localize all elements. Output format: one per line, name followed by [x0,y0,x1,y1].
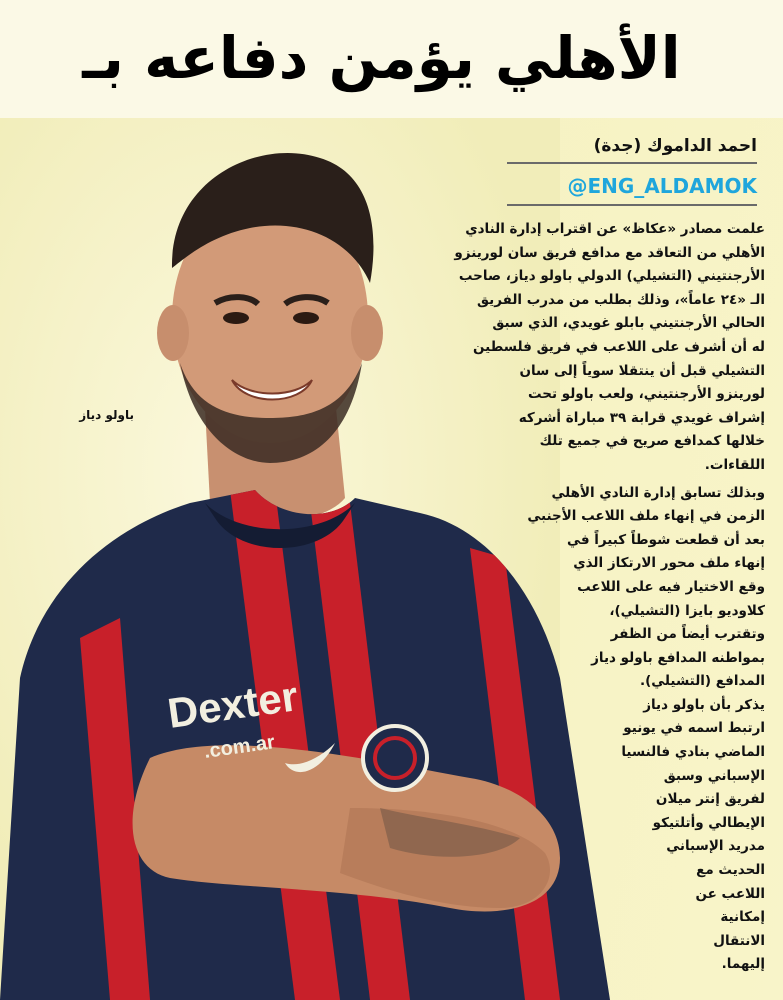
article-line: يذكر بأن باولو دياز [643,696,765,713]
article-line: لورينزو الأرجنتيني، ولعب باولو تحت [527,386,765,403]
article-line: الحديث مع [696,862,765,879]
headline-band [0,0,783,118]
article-line: إنهاء ملف محور الارتكاز الذي [573,555,765,572]
article-line: بعد أن قطعت شوطاً كبيراً في [567,531,765,548]
article-line: له أن أشرف على اللاعب في فريق فلسطين [472,338,765,355]
article-line: إليهما. [721,956,765,973]
article-line: الحالي الأرجنتيني بابلو غويدي، الذي سبق [492,315,765,332]
photo-caption: باولو دياز [79,408,134,422]
article-line: الأهلي من التعاقد مع مدافع فريق سان لورينزو [454,244,765,261]
article-line: كلاوديو بايزا (التشيلي)، [609,602,765,619]
article-line: وقع الاختيار فيه على اللاعب [577,578,765,595]
headline: الأهلي يؤمن دفاعه بـ [82,24,681,92]
article-line: اللقاءات. [704,456,765,473]
twitter-handle: @ENG_ALDAMOK [567,174,757,198]
article-body [415,218,765,977]
article-line: بمواطنه المدافع باولو دياز [591,649,765,666]
article-line: مدريد الإسباني [666,838,765,855]
article-line: الأرجنتيني (التشيلي) الدولي باولو دياز، صاحب [458,268,765,285]
jersey-sponsor-sub: .com.ar [202,731,277,763]
article-line: الإسباني وسبق [663,767,765,784]
byline: احمد الداموك (جدة) [507,136,757,164]
article-line: الماضي بنادي فالنسيا [621,744,765,761]
article-line: لفريق إنتر ميلان [655,791,765,808]
article-line: اللاعب عن [695,885,765,902]
jersey-sponsor: Dexter [164,672,301,737]
article-line: الزمن في إنهاء ملف اللاعب الأجنبي [527,508,765,525]
article-page [0,118,783,1000]
article-line: الإيطالي وأتلتيكو [652,814,765,831]
article-line: خلالها كمدافع صريح في جميع تلك [539,433,765,450]
article-line: إمكانية [720,909,765,926]
article-line: ارتبط اسمه في يونيو [623,720,765,737]
article-line: وتقترب أيضاً من الظفر [610,626,765,643]
article-line: علمت مصادر «عكاظ» عن اقتراب إدارة النادي [465,221,765,237]
article-line: الانتقال [713,932,765,949]
article-line: المدافع (التشيلي). [639,673,765,690]
article-line: الـ «٢٤ عاماً»، وذلك بطلب من مدرب الفريق [476,291,765,308]
article-line: وبذلك تسابق إدارة النادي الأهلي [551,484,765,501]
handle-divider [507,204,757,206]
article-line: التشيلي قبل أن ينتقلا سوياً إلى سان [519,362,765,379]
article-line: إشراف غويدي قرابة ٣٩ مباراة أشركه [518,409,765,426]
